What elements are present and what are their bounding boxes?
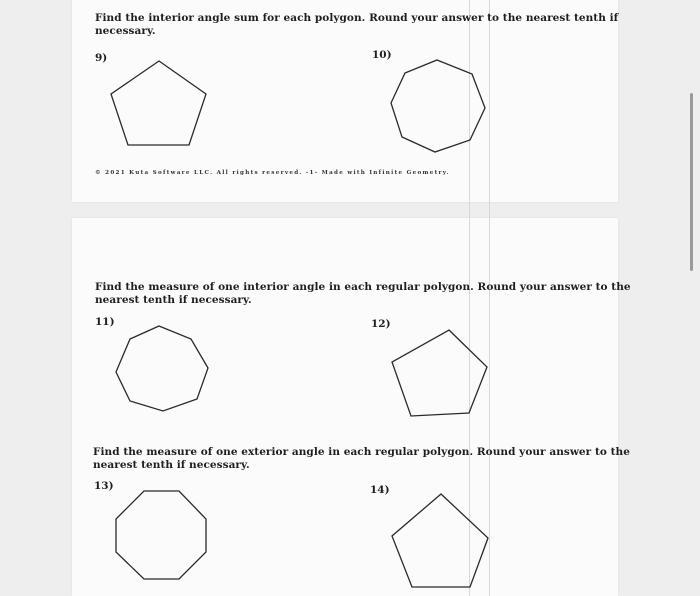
problem-number: 14): [370, 484, 390, 496]
instruction-line: Find the interior angle sum for each polygon. Round your answer to the nearest tenth if: [95, 12, 619, 24]
heptagon-figure: [112, 322, 214, 414]
instruction-line: nearest tenth if necessary.: [95, 294, 252, 306]
octagon-shape: [116, 491, 206, 579]
pentagon-figure: [104, 56, 214, 151]
instruction-line: Find the measure of one exterior angle in each regular polygon. Round your answer to the: [93, 446, 630, 458]
instruction-line: nearest tenth if necessary.: [93, 459, 250, 471]
instruction-line: Find the measure of one interior angle in each regular polygon. Round your answer to the: [95, 281, 631, 293]
pentagon-shape: [392, 330, 487, 416]
problem-number: 12): [371, 318, 391, 330]
instruction-text: [95, 281, 631, 307]
heptagon-shape: [391, 60, 485, 152]
instruction-line: necessary.: [95, 25, 156, 37]
problem-number: 10): [372, 49, 392, 61]
octagon-figure: [112, 488, 212, 588]
pentagon-figure: [389, 491, 493, 591]
heptagon-shape: [116, 326, 208, 411]
pentagon-shape: [392, 494, 488, 587]
instruction-text: [95, 12, 618, 38]
heptagon-figure: [388, 57, 493, 157]
instruction-text: [93, 446, 630, 472]
problem-number: 11): [95, 316, 115, 328]
pentagon-shape: [111, 61, 206, 145]
pentagon-figure: [389, 327, 491, 419]
problem-number: 13): [94, 480, 114, 492]
scrollbar-thumb[interactable]: [690, 93, 693, 271]
problem-number: 9): [95, 52, 108, 64]
copyright-footer: © 2021 Kuta Software LLC. All rights reserved. -1- Made with Infinite Geometry.: [95, 170, 450, 176]
